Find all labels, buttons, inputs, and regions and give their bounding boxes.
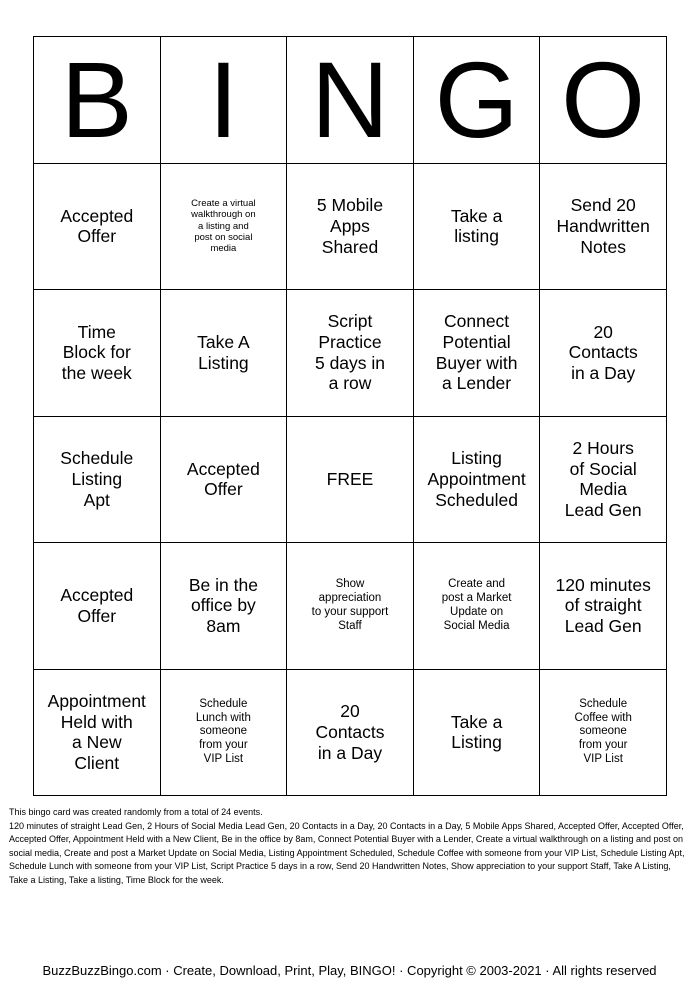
square-text: 2 Hours of Social Media Lead Gen (564, 437, 642, 520)
header-letter-o: O (540, 37, 667, 164)
square-text: Schedule Coffee with someone from your VIP List (574, 697, 632, 765)
bingo-square-r5-c3 (287, 670, 414, 797)
square-text: Send 20 Handwritten Notes (556, 195, 650, 257)
square-text: 5 Mobile Apps Shared (316, 195, 384, 257)
square-text: 20 Contacts in a Day (568, 321, 638, 384)
bingo-square-r1-c3 (287, 164, 414, 291)
bingo-square-r2-c5 (540, 290, 667, 417)
square-text: Accepted Offer (186, 458, 260, 500)
bingo-square-r3-c1 (34, 417, 161, 544)
square-text: Accepted Offer (60, 585, 134, 626)
bingo-square-r1-c1 (34, 164, 161, 291)
bingo-square-r3-c4 (414, 417, 541, 544)
square-text: Time Block for the week (61, 321, 132, 384)
header-letter-i: I (161, 37, 288, 164)
free-square (287, 417, 414, 544)
bingo-square-r1-c4 (414, 164, 541, 291)
bingo-card (33, 36, 667, 796)
bingo-square-r4-c3 (287, 543, 414, 670)
square-text: Accepted Offer (60, 205, 134, 247)
bingo-square-r2-c4 (414, 290, 541, 417)
header-letter-n: N (287, 37, 414, 164)
bingo-square-r1-c5 (540, 164, 667, 291)
bingo-square-r5-c2 (161, 670, 288, 797)
square-text: 20 Contacts in a Day (315, 701, 385, 763)
square-text: FREE (326, 468, 374, 489)
square-text: Take A Listing (197, 332, 250, 373)
bingo-square-r3-c2 (161, 417, 288, 544)
square-text: Take a listing (450, 205, 503, 247)
header-letter-b: B (34, 37, 161, 164)
square-text: Create and post a Market Update on Social Media (441, 578, 512, 632)
bingo-square-r4-c4 (414, 543, 541, 670)
notes-events: 120 minutes of straight Lead Gen, 2 Hours of Social Media Lead Gen, 20 Contacts in a Day, 20 Contacts in a Day, 5 Mobile Apps Shared, Accepted Offer, Accepted Offer, Accepted Offer, Appointment Held with a New Client, Be in the office by 8am, Connect Potential Buyer with a Lender, Create a virtual walkthrough on a listing and post on social media, Create and post a Market Update on Social Media, Listing Appointment Scheduled, Schedule Coffee with someone from your VIP List, Schedule Listing Apt, Schedule Lunch with someone from your VIP List, Script Practice 5 days in a row, Send 20 Handwritten Notes, Show appreciation to your support Staff, Take A Listing, Take a Listing, Take a listing, Time Block for the week. (9, 820, 685, 885)
bingo-square-r2-c2 (161, 290, 288, 417)
bingo-square-r3-c5 (540, 417, 667, 544)
bingo-square-r5-c1 (34, 670, 161, 797)
square-text: Take a Listing (450, 711, 503, 753)
bingo-square-r2-c3 (287, 290, 414, 417)
square-text: Script Practice 5 days in a row (314, 311, 386, 394)
square-text: Schedule Listing Apt (60, 448, 134, 510)
bingo-square-r5-c4 (414, 670, 541, 797)
header-letter-g: G (414, 37, 541, 164)
square-text: Connect Potential Buyer with a Lender (435, 311, 518, 394)
bingo-square-r1-c2 (161, 164, 288, 291)
square-text: 120 minutes of straight Lead Gen (555, 574, 651, 637)
square-text: Schedule Lunch with someone from your VIP List (195, 697, 251, 765)
bingo-square-r4-c5 (540, 543, 667, 670)
square-text: Create a virtual walkthrough on a listing and post on social media (191, 197, 256, 255)
footer-copyright: BuzzBuzzBingo.com · Create, Download, Print, Play, BINGO! · Copyright © 2003-2021 · All rights reserved (42, 963, 657, 978)
bingo-square-r4-c2 (161, 543, 288, 670)
notes-intro: This bingo card was created randomly from a total of 24 events. (9, 807, 263, 817)
square-text: Listing Appointment Scheduled (427, 448, 526, 510)
bingo-square-r5-c5 (540, 670, 667, 797)
square-text: Be in the office by 8am (188, 574, 258, 637)
square-text: Appointment Held with a New Client (47, 690, 146, 773)
event-list-notes (9, 806, 691, 888)
square-text: Show appreciation to your support Staff (311, 578, 389, 632)
bingo-square-r2-c1 (34, 290, 161, 417)
bingo-square-r4-c1 (34, 543, 161, 670)
